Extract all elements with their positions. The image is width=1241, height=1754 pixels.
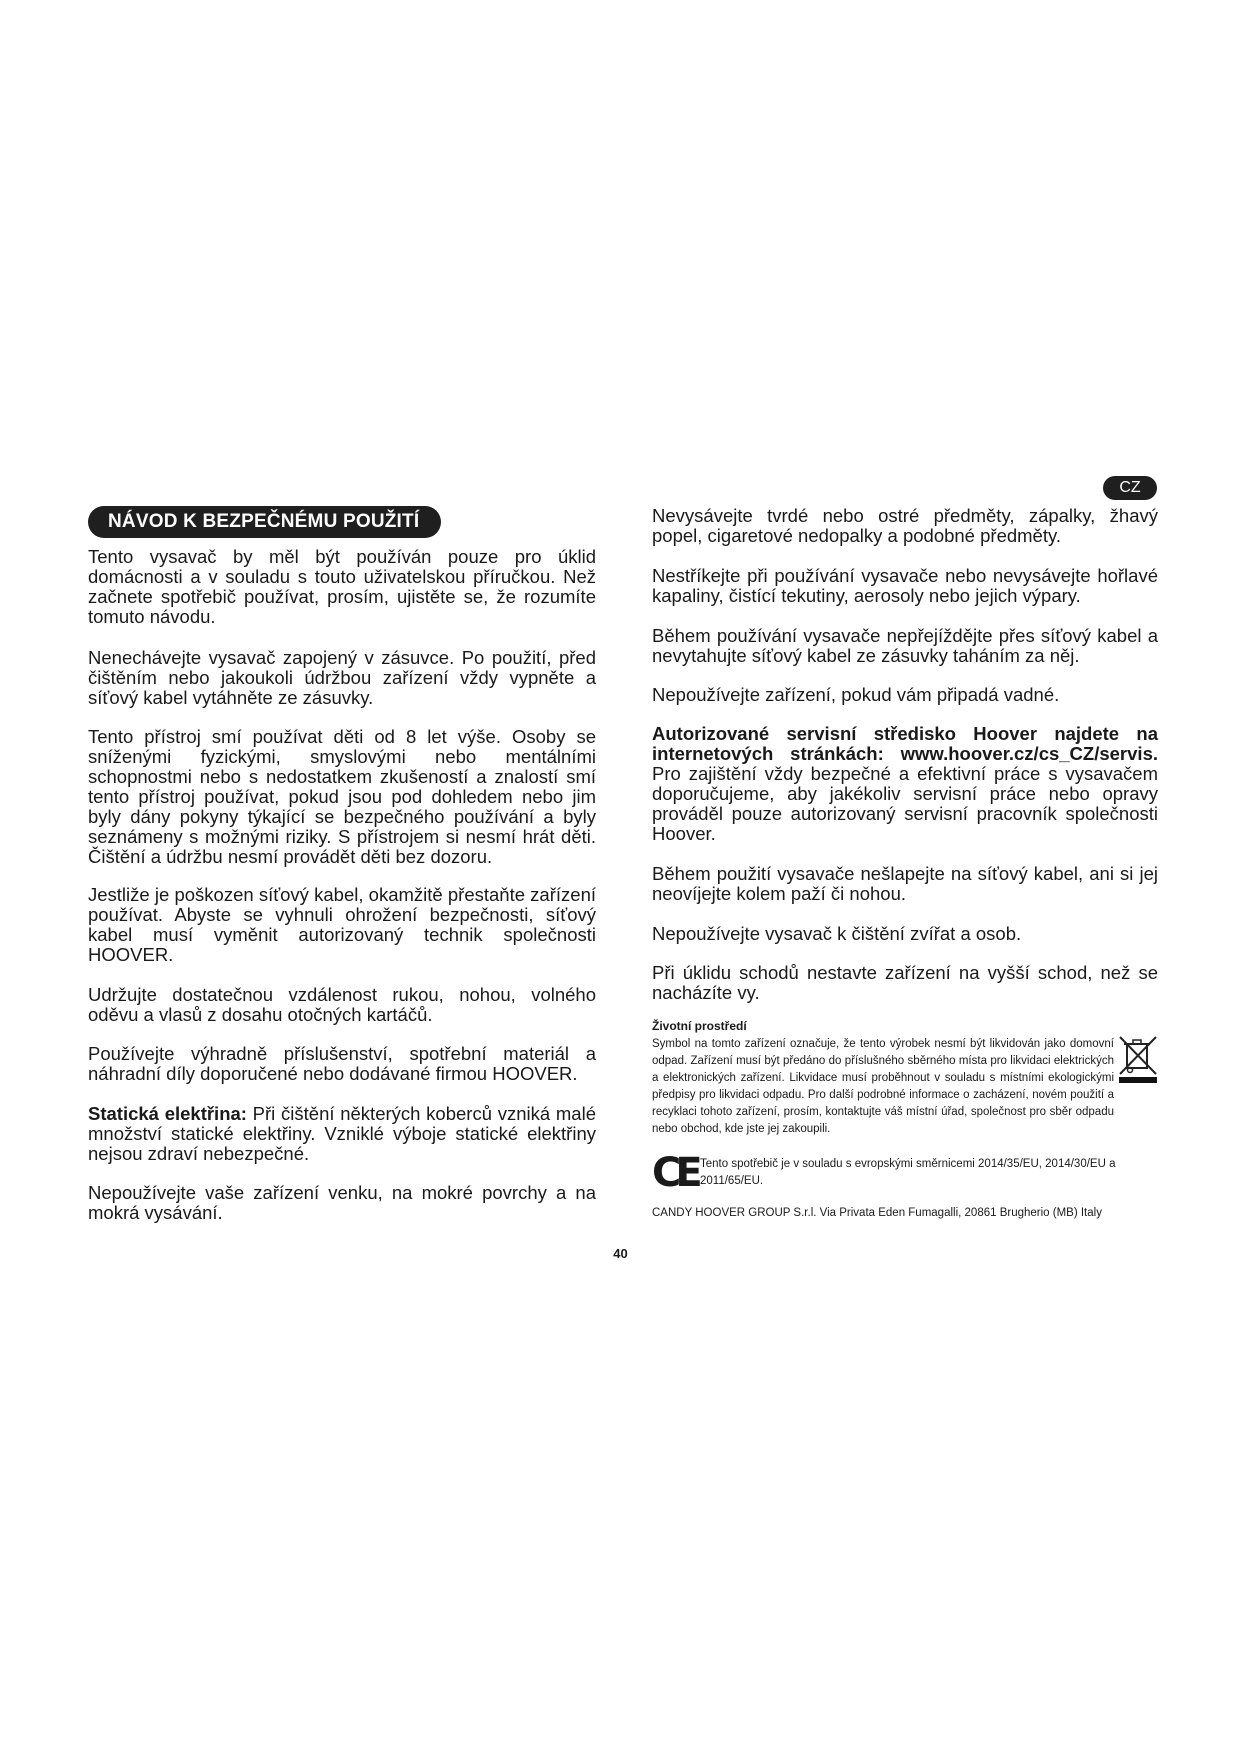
paragraph-outdoor: Nepoužívejte vaše zařízení venku, na mokré povrchy a na mokrá vysávání. [88,1182,596,1223]
environment-heading: Životní prostředí [652,1019,747,1033]
static-text: Při čištění některých koberců vzniká malé množství statické elektřiny. Vzniklé výboje statické elektřiny nejsou zdraví nebezpečné. [88,1103,596,1164]
paragraph-brushes: Udržujte dostatečnou vzdálenost rukou, nohou, volného oděvu a vlasů z dosahu otočných kartáčů. [88,984,596,1025]
weee-bin-icon [1118,1034,1158,1084]
static-label: Statická elektřina: [88,1103,247,1124]
paragraph-cable-handling: Během používání vysavače nepřejíždějte přes síťový kabel a nevytahujte síťový kabel ze zásuvky taháním za něj. [652,625,1158,666]
page-number: 40 [613,1246,628,1261]
section-title: NÁVOD K BEZPEČNÉMU POUŽITÍ [88,506,441,538]
service-text: Pro zajištění vždy bezpečné a efektivní práce s vysavačem doporučujeme, aby jakékoliv servisní práce nebo opravy prováděl pouze autorizovaný servisní pracovník společnosti Hoover. [652,763,1158,844]
ce-mark-icon: CE [652,1150,697,1196]
paragraph-faulty: Nepoužívejte zařízení, pokud vám připadá vadné. [652,684,1060,705]
language-badge: CZ [1103,476,1157,500]
paragraph-flammables: Nestříkejte při používání vysavače nebo nevysávejte hořlavé kapaliny, čistící tekutiny, aerosoly nebo jejich výpary. [652,565,1158,606]
paragraph-hard-objects: Nevysávejte tvrdé nebo ostré předměty, zápalky, žhavý popel, cigaretové nedopalky a podobné předměty. [652,505,1158,546]
environment-text: Symbol na tomto zařízení označuje, že tento výrobek nesmí být likvidován jako domovní odpad. Zařízení musí být předáno do příslušného sběrného místa pro likvidaci elektrických a elektronických zařízení. Likvidace musí proběhnout v souladu s místními ekologickými předpisy pro likvidaci odpadu. Pro další podrobné informace o zacházení, novém použití a recyklaci tohoto zařízení, prosím, kontaktujte váš místní úřad, společnost pro sběr odpadu nebo obchod, kde jste jej zakoupili. [652,1038,1114,1135]
paragraph-cable-step: Během použití vysavače nešlapejte na síťový kabel, ani si jej neovíjejte kolem paží či nohou. [652,863,1158,904]
paragraph-service [652,724,1158,844]
ce-declaration [652,1150,1158,1196]
paragraph-stairs: Při úklidu schodů nestavte zařízení na vyšší schod, než se nacházíte vy. [652,962,1158,1003]
paragraph-damaged-cable: Jestliže je poškozen síťový kabel, okamžitě přestaňte zařízení používat. Abyste se vyhnuli ohrožení bezpečnosti, síťový kabel musí vyměnit autorizovaný technik společnosti HOOVER. [88,884,596,965]
paragraph-unplug: Nenechávejte vysavač zapojený v zásuvce. Po použití, před čištěním nebo jakoukoli údržbou zařízení vždy vypněte a síťový kabel vytáhněte ze zásuvky. [88,647,596,708]
paragraph-animals: Nepoužívejte vysavač k čištění zvířat a osob. [652,923,1022,944]
paragraph-intended-use: Tento vysavač by měl být používán pouze pro úklid domácnosti a v souladu s touto uživatelskou příručkou. Než začnete spotřebič používat, prosím, ujistěte se, že rozumíte tomuto návodu. [88,546,596,627]
paragraph-static-electricity [88,1104,596,1164]
service-bold: Autorizované servisní středisko Hoover najdete na internetových stránkách: www.hoover.cz/cs_CZ/servis. [652,723,1158,764]
paragraph-children: Tento přístroj smí používat děti od 8 let výše. Osoby se sníženými fyzickými, smyslovými nebo mentálními schopnostmi nebo s nedostatkem zkušeností a znalostí smí tento přístroj používat, pokud jsou pod dohledem nebo jim byly dány pokyny týkající se bezpečného používání a byly seznámeny s možnými riziky. S přístrojem si nesmí hrát děti. Čištění a údržbu nesmí provádět děti bez dozoru. [88,726,596,867]
ce-text: Tento spotřebič je v souladu s evropskými směrnicemi 2014/35/EU, 2014/30/EU a 2011/65/EU. [700,1158,1116,1187]
company-address: CANDY HOOVER GROUP S.r.l. Via Privata Eden Fumagalli, 20861 Brugherio (MB) Italy [652,1207,1102,1219]
paragraph-accessories: Používejte výhradně příslušenství, spotřební materiál a náhradní díly doporučené nebo dodávané firmou HOOVER. [88,1043,596,1084]
